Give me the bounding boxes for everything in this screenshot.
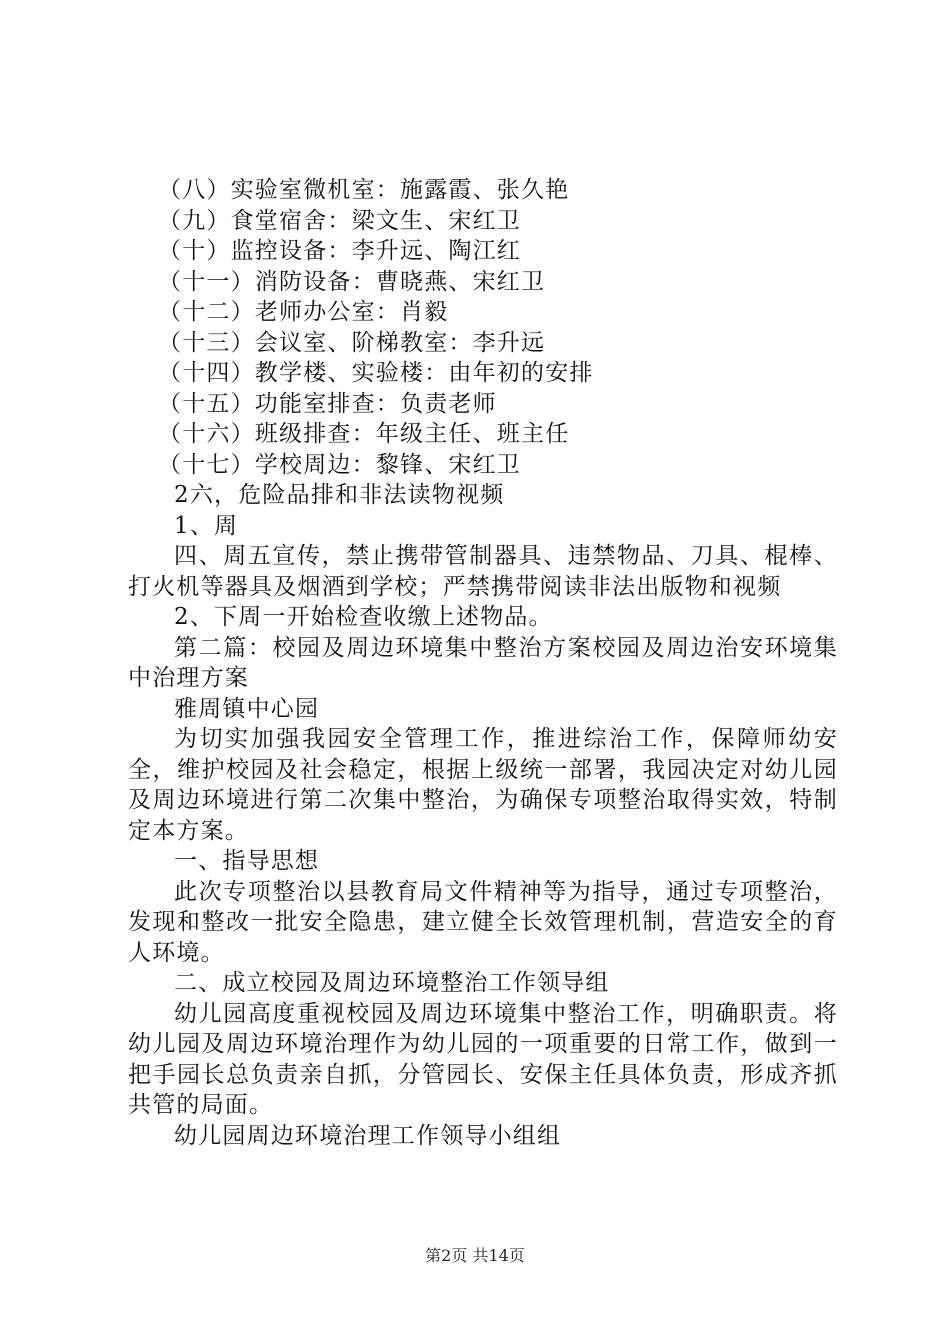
list-item: （十六）班级排查：年级主任、班主任: [158, 421, 570, 447]
list-item: （十一）消防设备：曹晓燕、宋红卫: [158, 268, 546, 295]
list-item: （十七）学校周边：黎锋、宋红卫: [158, 451, 521, 478]
section-heading: 2六，危险品排和非法读物视频: [174, 482, 505, 508]
section-heading: 二、成立校园及周边环境整治工作领导组: [174, 970, 610, 996]
organization-name: 雅周镇中心园: [174, 695, 320, 722]
paragraph: 此次专项整治以县教育局文件精神等为指导，通过专项整治，发现和整改一批安全隐患，建立健全长效管理机制，营造安全的育人环境。: [128, 878, 838, 966]
paragraph: 四、周五宣传，禁止携带管制器具、违禁物品、刀具、棍棒、打火机等器具及烟酒到学校；严禁携带阅读非法出版物和视频: [128, 543, 838, 600]
list-item: （九）食堂宿舍：梁文生、宋红卫: [158, 207, 521, 234]
page-number-footer: 第2页 共14页: [425, 1246, 525, 1265]
list-item: （十三）会议室、阶梯教室：李升远: [158, 329, 546, 356]
paragraph: 为切实加强我园安全管理工作，推进综治工作，保障师幼安全，维护校园及社会稳定，根据上级统一部署，我园决定对幼儿园及周边环境进行第二次集中整治，为确保专项整治取得实效，特制定本方案。: [128, 726, 838, 844]
paragraph: 2、下周一开始检查收缴上述物品。: [174, 604, 553, 630]
list-item: （十）监控设备：李升远、陶江红: [158, 238, 521, 264]
list-item: （十五）功能室排查：负责老师: [158, 390, 497, 417]
list-item: （十四）教学楼、实验楼：由年初的安排: [158, 360, 594, 386]
paragraph: 幼儿园周边环境治理工作领导小组组: [174, 1122, 562, 1149]
document-body: [128, 175, 838, 1151]
section-heading: 一、指导思想: [174, 848, 320, 874]
chapter-title: 第二篇：校园及周边环境集中整治方案校园及周边治安环境集中治理方案: [128, 634, 838, 691]
list-item: （八）实验室微机室：施露霞、张久艳: [158, 177, 570, 203]
paragraph: 幼儿园高度重视校园及周边环境集中整治工作，明确职责。将幼儿园及周边环境治理作为幼儿园的一项重要的日常工作，做到一把手园长总负责亲自抓，分管园长、安保主任具体负责，形成齐抓共管的局面。: [128, 1000, 838, 1118]
paragraph: 1、周: [174, 512, 239, 539]
list-item: （十二）老师办公室：肖毅: [158, 299, 449, 325]
